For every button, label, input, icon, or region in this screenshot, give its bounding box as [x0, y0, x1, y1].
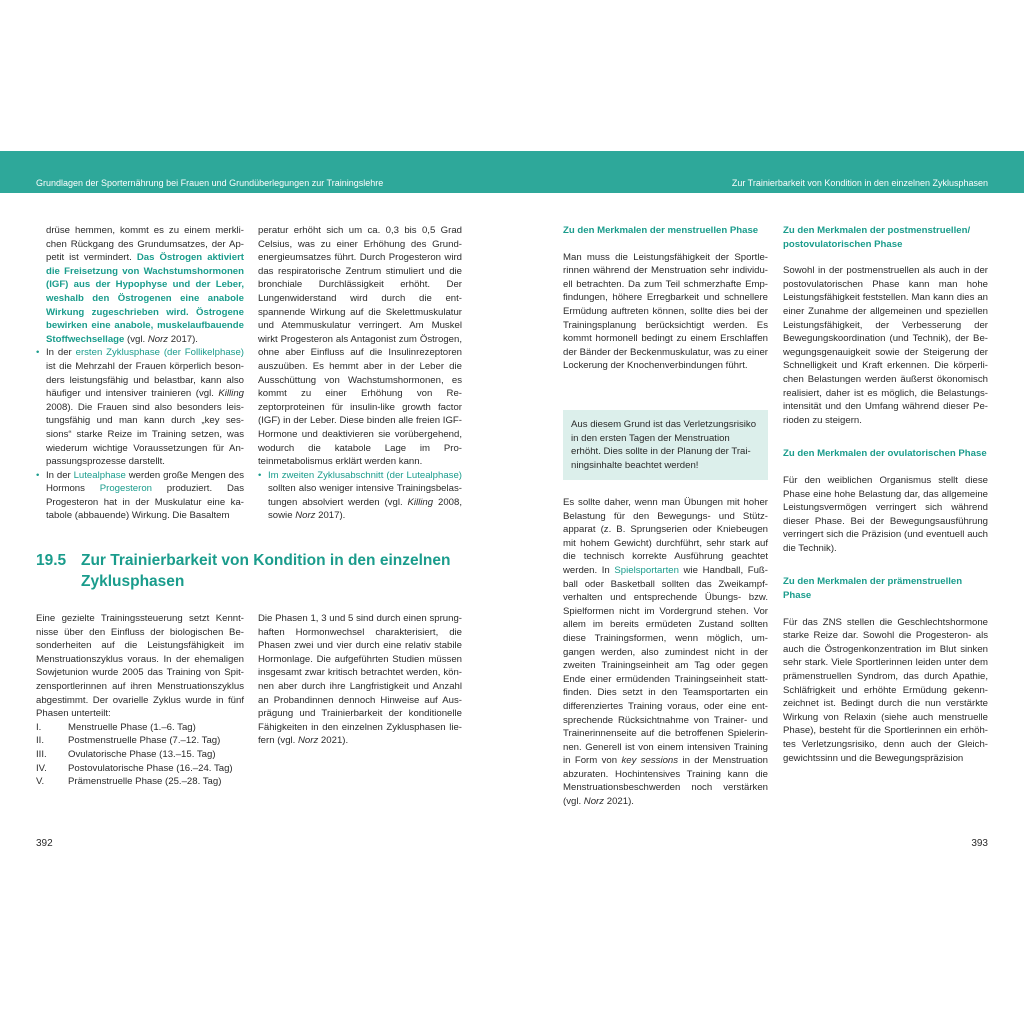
left-page-column-3: [36, 612, 244, 789]
section-heading: [36, 550, 450, 592]
highlighted-text: Das Östrogen aktiviert die Freisetzung von Wachstumshormonen (IGF) aus der Hypophyse und der Leber, weshalb den Östrogenen eine anabole Wirkung zugeschrieben wird. Östrogene bewirken eine anabole, muskelaufbauende Stoffwechsellage: [46, 252, 244, 345]
left-page-column-2: [258, 224, 462, 523]
left-page-column-1: [36, 224, 244, 523]
bullet-item: • In der Lutealphase werden große Mengen des Hormons Progesteron produziert. Das Progesteron hat in der Muskulatur eine katabole (abbauende) Wirkung. Die Basaltem: [36, 469, 244, 522]
phase-list-item: [36, 734, 244, 748]
phase-label: Postovulatorische Phase (16.–24. Tag): [68, 762, 233, 774]
page-number-left: 392: [36, 838, 53, 849]
highlighted-text: Lutealphase: [73, 469, 126, 481]
page-number-right: 393: [971, 838, 988, 849]
phase-list-item: [36, 775, 244, 789]
section-number: 19.5: [36, 552, 67, 569]
paragraph: Es sollte daher, wenn man Übungen mit hoher Belastung für den Bewegungs- und Stützapparat (z. B. Sprungserien oder Kniebeugen mit hohem Gewicht) durchführt, sehr stark auf die technisch korrekte Ausführung geachtet werden. In Spielsportarten wie Handball, Fußball oder Basketball sollten das Zweikampfverhalten und entsprechende Übungs- bzw. Spielformen nicht im Vordergrund stehen. Vor allem im bereits ermüdeten Zustand sollten diese Trainingsformen, wenn möglich, umgangen werden, also zumindest nicht in der zweiten Trainingseinheit am Tag oder gegen Ende einer ermüdenden Trainingseinheit stattfinden. Dies setzt in den Teamsportarten ein differenziertes Training voraus, oder eine entsprechende Rücksichtnahme von Trainer- und Trainerinnenseite auf die betroffenen Spielerinnen. Generell ist von einem intensiven Training in Form von key sessions in der Menstruation abzuraten. Hochintensives Training kann die Menstruationsbeschwerden noch verstärken (vgl. Norz 2021).: [563, 497, 768, 808]
phase-numeral: III.: [36, 748, 47, 760]
phase-numeral: I.: [36, 721, 42, 733]
bullet-icon: •: [36, 469, 40, 481]
paragraph: Für den weiblichen Organismus stellt diese Phase eine hohe Belastung dar, das allgemeine Leistungsvermögen verringert sich während dieser Phase. Bei der Bewegungsausführung verringert sich die Präzision (und eventuell auch die Technik).: [783, 474, 988, 554]
highlighted-text: Im zweiten Zyklusabschnitt (der Lutealphase): [268, 469, 462, 481]
highlighted-text: Progesteron: [99, 483, 152, 495]
paragraph: peratur erhöht sich um ca. 0,3 bis 0,5 Grad Celsius, was zu einer Erhöhung des Grundenergieumsatzes führt. Durch Progesteron wird das respiratorische Zentrum stimuliert und die bronchiale Durchlässigkeit erhöht. Der Lungenwiderstand wird durch die entspannende Wirkung auf die Skelettmuskulatur und Atemmuskulatur verringert. Am Muskel wirkt Progesteron als Antagonist zum Östrogen, ohne aber Einfluss auf die Insulinrezeptoren auszuüben. Es hemmt aber in der Leber die Ausschüttung von Wachstumshormonen, es kommt zu einer Erhöhung von Rezeptorproteinen für insulin-like growth factor (IGF) in der Leber. Diese binden alle freien IGF-Hormone und deaktivieren sie vorübergehend, wodurch die katabole Lage im Proteinmetabolismus erklärt werden kann.: [258, 225, 462, 468]
bullet-item: • Im zweiten Zyklusabschnitt (der Lutealphase) sollten also weniger intensive Trainingsbelastungen absolviert werden (vgl. Killing 2008, sowie Norz 2017).: [258, 469, 462, 522]
phase-label: Prämenstruelle Phase (25.–28. Tag): [68, 776, 222, 788]
subheading: Zu den Merkmalen der ovulatorischen Phase: [783, 448, 987, 460]
phase-list-item: [36, 762, 244, 776]
section-title-line-1: Zur Trainierbarkeit von Kondition in den einzelnen: [81, 552, 451, 569]
bullet-item: • In der ersten Zyklusphase (der Follikelphase) ist die Mehrzahl der Frauen körperlich besonders leistungsfähig und belastbar, kann also häufiger und intensiver trainieren (vgl. Killing 2008). Die Frauen sind also besonders leistungsfähig und man kann durch „key sessions“ starke Reize im Training setzen, was wiederum wichtige Voraussetzungen für Anpassungsprozesse darstellt.: [36, 347, 244, 468]
phase-numeral: IV.: [36, 762, 47, 774]
info-box-text: Aus diesem Grund ist das Verletzungsrisiko in den ersten Tagen der Menstruation erhöht. Dies sollte in der Planung der Trainingsinhalte beachtet werden!: [571, 419, 757, 471]
paragraph: Die Phasen 1, 3 und 5 sind durch einen sprunghaften Hormonwechsel charakterisiert, die Phasen zwei und vier durch eine relativ stabile Hormonlage. Die aufgeführten Studien müssen insgesamt zwar kritisch betrachtet werden, können aber durch ihre Langfristigkeit und Anzahl an Probandinnen dennoch Hinweise auf Ausprägung und Trainierbarkeit der konditionelle Fähigkeiten in den einzelnen Zyklusphasen liefern (vgl. Norz 2021).: [258, 613, 462, 747]
right-page-column-1: [563, 224, 768, 373]
bullet-icon: •: [36, 347, 40, 359]
phase-label: Postmenstruelle Phase (7.–12. Tag): [68, 735, 221, 747]
subheading: Zu den Merkmalen der postmenstruellen/ postovulatorischen Phase: [783, 225, 971, 250]
paragraph: Sowohl in der postmenstruellen als auch in der postovulatorischen Phase kann man hohe Leistungsfähigkeit feststellen. Man kann dies an einer Zunahme der allgemeinen und speziellen Leistungsfähigkeit, der Verbesserung der Bewegungskoordination (und Technik), der Bewegungsgenauigkeit sowie der Steigerung der Schnelligkeit und Kraft erkennen. Die körperlichen Belastungen werden äußerst ökonomisch realisiert, daher ist es möglich, die Belastungsintensität und den Umfang während dieser Perioden zu steigern.: [783, 265, 988, 426]
running-header-left: Grundlagen der Sporternährung bei Frauen und Grundüberlegungen zur Trainingslehre: [36, 178, 384, 188]
phase-label: Ovulatorische Phase (13.–15. Tag): [68, 748, 216, 760]
info-box: [563, 410, 768, 480]
paragraph: drüse hemmen, kommt es zu einem merklichen Rückgang des Grundumsatzes, der Appetit ist vermindert. Das Östrogen aktiviert die Freisetzung von Wachstumshormonen (IGF) aus der Hypophyse und der Leber, weshalb den Östrogenen eine anabole Wirkung zugeschrieben wird. Östrogene bewirken eine anabole, muskelaufbauende Stoffwechsellage (vgl. Norz 2017).: [46, 225, 244, 345]
highlighted-text: Spielsportarten: [614, 564, 679, 576]
subheading: Zu den Merkmalen der prämenstruellen Phase: [783, 576, 963, 602]
phase-label: Menstruelle Phase (1.–6. Tag): [68, 721, 196, 733]
highlighted-text: ersten Zyklusphase (der Follikelphase): [75, 347, 244, 359]
phase-list-item: [36, 748, 244, 762]
right-page-column-2: [783, 224, 988, 765]
bullet-icon: •: [258, 469, 262, 481]
running-header-right: Zur Trainierbarkeit von Kondition in den einzelnen Zyklusphasen: [731, 178, 988, 188]
paragraph: Für das ZNS stellen die Geschlechtshormone starke Reize dar. Sowohl die Progesteron- als auch die Östrogenkonzentration im Blut sinken sehr stark. Viele Sportlerinnen leiden unter dem prämenstruellen Syndrom, das durch Apathie, Schläfrigkeit und erhöhte Ermüdung gekennzeichnet ist. Bedingt durch die nun verstärkte Wirkung von Relaxin (siehe auch menstruelle Phase), besteht für die Sportlerinnen ein erhöhtes Verletzungsrisiko, denn auch der Gleichgewichtssinn und die Bewegungspräzision: [783, 616, 988, 764]
paragraph: Man muss die Leistungsfähigkeit der Sportlerinnen während der Menstruation sehr individuell betrachten. Da zum Teil schmerzhafte Empfindungen, höhere Erregbarkeit und schnellere Ermüdung auftreten können, sollte dies bei der Trainingsplanung berücksichtigt werden. Es kommt hormonell bedingt zu einem Erschlaffen der Bänder der Beckenmuskulatur, was zu einer Lockerung der Knochenverbindungen führt.: [563, 251, 768, 372]
section-title-line-2: Zyklusphasen: [81, 573, 185, 590]
left-page-column-4: [258, 612, 462, 748]
subheading: Zu den Merkmalen der menstruellen Phase: [563, 225, 759, 236]
phase-list-item: [36, 721, 244, 735]
phase-list: [36, 721, 244, 789]
phase-numeral: II.: [36, 735, 44, 747]
right-page-column-1-continued: [563, 496, 768, 809]
phase-numeral: V.: [36, 776, 45, 788]
paragraph: Eine gezielte Trainingssteuerung setzt Kenntnisse über den Einfluss der biologischen Besonderheiten auf die Leistungsfähigkeit im Menstruationszyklus voraus. In der ehemaligen Sowjetunion wurde 2005 das Training von Spitzensportlerinnen auf ihren Menstruationszyklus abgestimmt. Der ovarielle Zyklus wurde in fünf Phasen unterteilt:: [36, 613, 244, 720]
